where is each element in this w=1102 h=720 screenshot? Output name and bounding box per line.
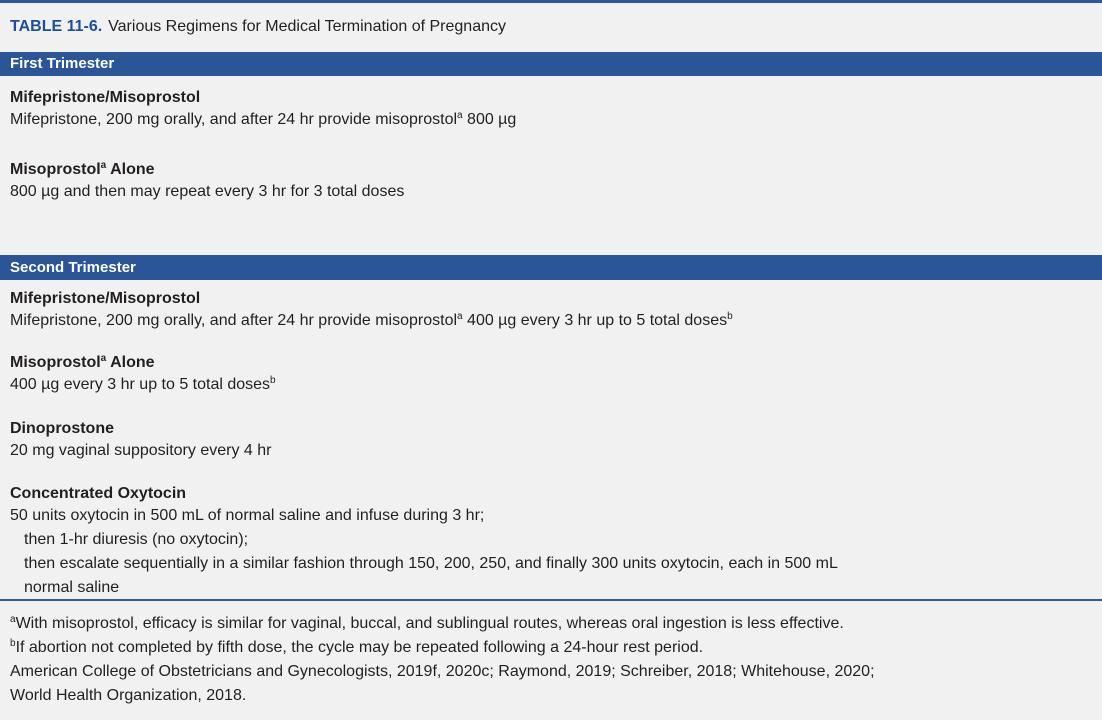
footnote-marker: a	[100, 353, 107, 364]
sources-line: World Health Organization, 2018.	[10, 687, 247, 704]
footer-rule	[0, 599, 1102, 601]
regimen-line: normal saline	[24, 579, 120, 596]
regimen-entry	[10, 353, 1090, 397]
regimen-description: 800 µg and then may repeat every 3 hr for 3 total doses	[10, 183, 405, 200]
footnote-text: With misoprostol, efficacy is similar for vaginal, buccal, and sublingual routes, whereas oral ingestion is less effective.	[15, 615, 844, 632]
footnote-marker: b	[270, 375, 276, 386]
footnote-marker: b	[10, 638, 16, 649]
sources-line: American College of Obstetricians and Gynecologists, 2019f, 2020c; Raymond, 2019; Schreiber, 2018; Whitehouse, 2020;	[10, 663, 875, 680]
regimen-text: 400 µg every 3 hr up to 5 total doses	[10, 376, 271, 393]
regimen-description	[10, 309, 1090, 333]
regimen-line: then escalate sequentially in a similar fashion through 150, 200, 250, and finally 300 units oxytocin, each in 500 mL	[24, 555, 838, 572]
regimen-description	[10, 373, 1090, 397]
regimen-line: then 1-hr diuresis (no oxytocin);	[24, 531, 249, 548]
regimen-entry	[10, 289, 1090, 333]
regimen-text: Mifepristone, 200 mg orally, and after 24 hr provide misoprostol	[10, 111, 458, 128]
table-title	[10, 17, 506, 37]
footnotes	[10, 612, 1095, 708]
footnote-text: If abortion not completed by fifth dose, the cycle may be repeated following a 24-hour rest period.	[15, 639, 704, 656]
regimen-entry	[10, 160, 1090, 204]
regimen-entry	[10, 484, 1090, 600]
footnote-marker: b	[727, 311, 733, 322]
regimen-title: Mifepristone/Misoprostol	[10, 89, 201, 106]
table-number: TABLE 11-6.	[10, 18, 103, 35]
footnote-b	[10, 636, 1095, 660]
regimen-title	[10, 353, 1090, 373]
footnote-marker: a	[10, 614, 16, 625]
regimen-title-text: Alone	[106, 161, 155, 178]
regimen-title-text: Misoprostol	[10, 354, 101, 371]
regimen-description	[10, 108, 1090, 132]
top-rule	[0, 0, 1102, 3]
regimen-description: 20 mg vaginal suppository every 4 hr	[10, 442, 272, 459]
regimen-title: Mifepristone/Misoprostol	[10, 290, 201, 307]
regimen-title	[10, 160, 1090, 180]
table-caption: Various Regimens for Medical Termination of Pregnancy	[108, 18, 506, 35]
regimen-text: 400 µg every 3 hr up to 5 total doses	[462, 312, 728, 329]
regimen-title: Concentrated Oxytocin	[10, 485, 187, 502]
footnote-marker: a	[457, 110, 463, 121]
regimen-title-text: Alone	[106, 354, 155, 371]
regimen-entry	[10, 88, 1090, 132]
regimen-text: Mifepristone, 200 mg orally, and after 24 hr provide misoprostol	[10, 312, 458, 329]
regimen-title: Dinoprostone	[10, 420, 114, 437]
regimen-title-text: Misoprostol	[10, 161, 101, 178]
regimen-text: 800 µg	[462, 111, 517, 128]
footnote-a	[10, 612, 1095, 636]
regimen-entry	[10, 419, 1090, 463]
section-header-first-trimester: First Trimester	[0, 52, 1102, 76]
section-header-second-trimester: Second Trimester	[0, 256, 1102, 280]
footnote-marker: a	[457, 311, 463, 322]
footnote-marker: a	[100, 160, 107, 171]
regimen-line: 50 units oxytocin in 500 mL of normal saline and infuse during 3 hr;	[10, 507, 485, 524]
